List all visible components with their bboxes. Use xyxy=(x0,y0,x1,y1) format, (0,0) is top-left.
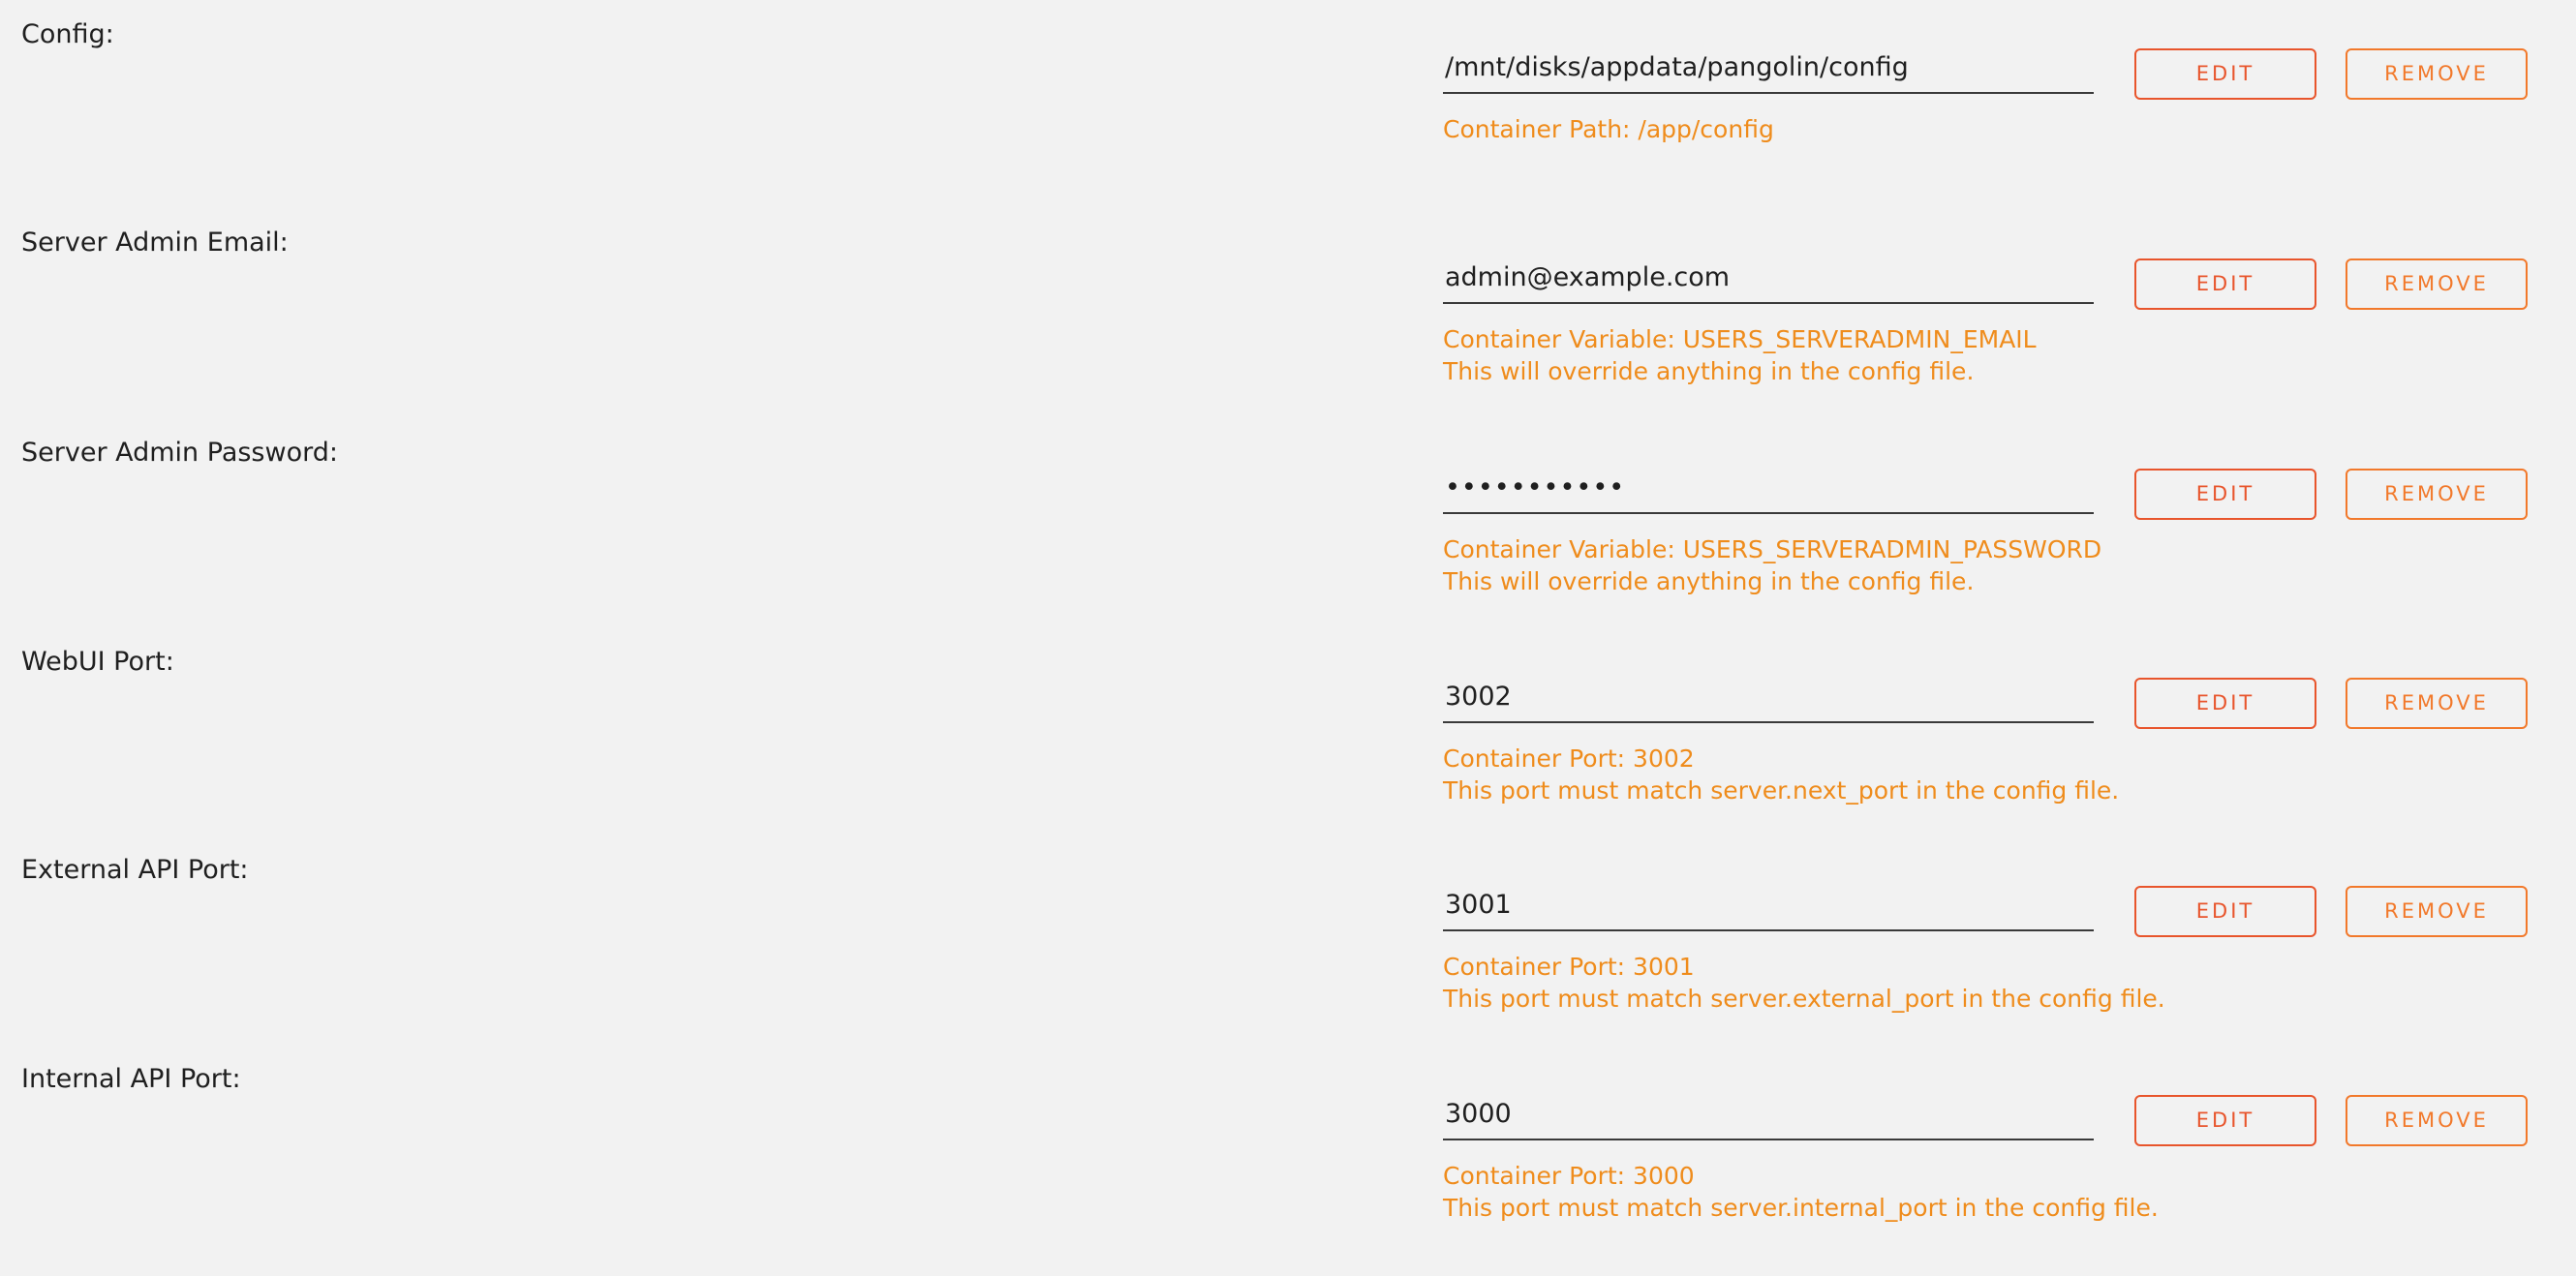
webui-port-hint-line-2: This port must match server.next_port in the config file. xyxy=(1443,776,2120,805)
edit-button-external-api-port[interactable]: EDIT xyxy=(2134,886,2316,937)
external-api-port-input[interactable] xyxy=(1443,886,2094,931)
server-admin-email-hint xyxy=(1443,323,2094,387)
setting-control-server-admin-email xyxy=(1443,222,2576,387)
setting-row-config xyxy=(0,14,2576,145)
setting-control-internal-api-port xyxy=(1443,1058,2576,1224)
server-admin-password-hint-line-1: Container Variable: USERS_SERVERADMIN_PASSWORD xyxy=(1443,535,2102,563)
remove-button-internal-api-port[interactable]: REMOVE xyxy=(2346,1095,2528,1146)
setting-row-webui-port xyxy=(0,641,2576,806)
server-admin-email-actions xyxy=(2134,222,2528,310)
setting-label-external-api-port: External API Port: xyxy=(21,855,249,885)
setting-label-server-admin-email: Server Admin Email: xyxy=(21,228,289,258)
server-admin-password-hint-line-2: This will override anything in the config file. xyxy=(1443,567,1975,595)
server-admin-email-hint-line-2: This will override anything in the config file. xyxy=(1443,357,1975,385)
edit-button-server-admin-password[interactable]: EDIT xyxy=(2134,469,2316,520)
setting-label-config: Config: xyxy=(21,19,114,49)
setting-label-internal-api-port: Internal API Port: xyxy=(21,1064,241,1094)
server-admin-email-input[interactable] xyxy=(1443,258,2094,304)
remove-button-server-admin-password[interactable]: REMOVE xyxy=(2346,469,2528,520)
setting-label-server-admin-password: Server Admin Password: xyxy=(21,438,338,468)
external-api-port-hint-line-2: This port must match server.external_port in the config file. xyxy=(1443,985,2165,1013)
server-admin-email-hint-line-1: Container Variable: USERS_SERVERADMIN_EMAIL xyxy=(1443,325,2037,353)
remove-button-config[interactable]: REMOVE xyxy=(2346,48,2528,100)
internal-api-port-hint xyxy=(1443,1160,2159,1224)
field-group-external-api-port xyxy=(1443,849,2165,1015)
field-group-server-admin-email xyxy=(1443,222,2094,387)
config-path-input[interactable] xyxy=(1443,48,2094,94)
setting-row-external-api-port xyxy=(0,849,2576,1015)
edit-button-server-admin-email[interactable]: EDIT xyxy=(2134,258,2316,310)
field-group-webui-port xyxy=(1443,641,2120,806)
field-group-server-admin-password xyxy=(1443,432,2102,597)
webui-port-actions xyxy=(2134,641,2528,729)
webui-port-input[interactable] xyxy=(1443,678,2094,723)
setting-control-external-api-port xyxy=(1443,849,2576,1015)
setting-row-server-admin-email xyxy=(0,222,2576,387)
edit-button-internal-api-port[interactable]: EDIT xyxy=(2134,1095,2316,1146)
config-hint-line-1: Container Path: /app/config xyxy=(1443,115,1774,143)
field-group-config xyxy=(1443,14,2094,145)
internal-api-port-actions xyxy=(2134,1058,2528,1146)
setting-control-webui-port xyxy=(1443,641,2576,806)
external-api-port-hint xyxy=(1443,951,2165,1015)
remove-button-webui-port[interactable]: REMOVE xyxy=(2346,678,2528,729)
remove-button-external-api-port[interactable]: REMOVE xyxy=(2346,886,2528,937)
remove-button-server-admin-email[interactable]: REMOVE xyxy=(2346,258,2528,310)
internal-api-port-hint-line-1: Container Port: 3000 xyxy=(1443,1162,1695,1190)
internal-api-port-hint-line-2: This port must match server.internal_port in the config file. xyxy=(1443,1194,2159,1222)
setting-row-internal-api-port xyxy=(0,1058,2576,1224)
field-group-internal-api-port xyxy=(1443,1058,2159,1224)
setting-control-server-admin-password xyxy=(1443,432,2576,597)
webui-port-hint-line-1: Container Port: 3002 xyxy=(1443,744,1695,773)
setting-row-server-admin-password xyxy=(0,432,2576,597)
setting-control-config xyxy=(1443,14,2576,145)
config-actions xyxy=(2134,14,2528,100)
setting-label-webui-port: WebUI Port: xyxy=(21,647,174,677)
edit-button-webui-port[interactable]: EDIT xyxy=(2134,678,2316,729)
external-api-port-hint-line-1: Container Port: 3001 xyxy=(1443,953,1695,981)
webui-port-hint xyxy=(1443,743,2120,806)
external-api-port-actions xyxy=(2134,849,2528,937)
server-admin-password-input[interactable] xyxy=(1443,469,2094,514)
server-admin-password-hint xyxy=(1443,533,2102,597)
config-hint xyxy=(1443,113,2094,145)
internal-api-port-input[interactable] xyxy=(1443,1095,2094,1140)
server-admin-password-actions xyxy=(2134,432,2528,520)
edit-button-config[interactable]: EDIT xyxy=(2134,48,2316,100)
